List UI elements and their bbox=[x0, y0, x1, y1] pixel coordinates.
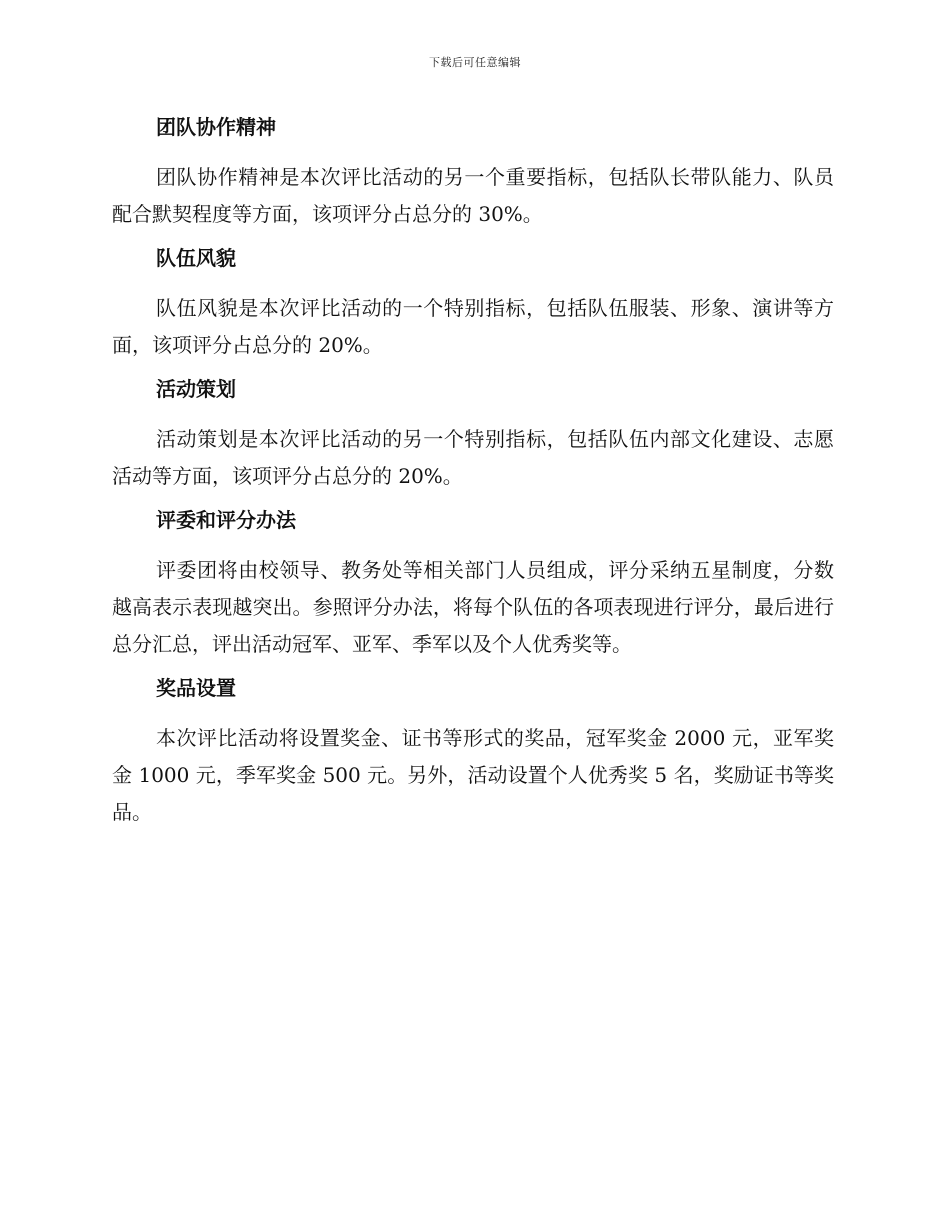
section-judges-scoring bbox=[112, 502, 834, 663]
section-title: 活动策划 bbox=[156, 377, 236, 401]
section-title: 评委和评分办法 bbox=[156, 508, 296, 532]
document-body bbox=[112, 109, 834, 831]
section-team-appearance bbox=[112, 240, 834, 364]
section-team-spirit bbox=[112, 109, 834, 233]
section-paragraph: 活动策划是本次评比活动的另一个特别指标，包括队伍内部文化建设、志愿活动等方面，该项评分占总分的 20%。 bbox=[112, 427, 834, 488]
section-paragraph: 队伍风貌是本次评比活动的一个特别指标，包括队伍服装、形象、演讲等方面，该项评分占总分的 20%。 bbox=[112, 296, 834, 357]
page-header-note: 下载后可任意编辑 bbox=[429, 56, 521, 69]
section-title: 团队协作精神 bbox=[156, 115, 276, 139]
section-paragraph: 本次评比活动将设置奖金、证书等形式的奖品，冠军奖金 2000 元，亚军奖金 1000 元，季军奖金 500 元。另外，活动设置个人优秀奖 5 名，奖励证书等奖品。 bbox=[112, 726, 834, 824]
section-paragraph: 团队协作精神是本次评比活动的另一个重要指标，包括队长带队能力、队员配合默契程度等方面，该项评分占总分的 30%。 bbox=[112, 165, 834, 226]
section-title: 奖品设置 bbox=[156, 676, 236, 700]
section-activity-planning bbox=[112, 371, 834, 495]
section-paragraph: 评委团将由校领导、教务处等相关部门人员组成，评分采纳五星制度，分数越高表示表现越突出。参照评分办法，将每个队伍的各项表现进行评分，最后进行总分汇总，评出活动冠军、亚军、季军以及个人优秀奖等。 bbox=[112, 558, 834, 656]
section-title: 队伍风貌 bbox=[156, 246, 236, 270]
section-prizes bbox=[112, 670, 834, 831]
